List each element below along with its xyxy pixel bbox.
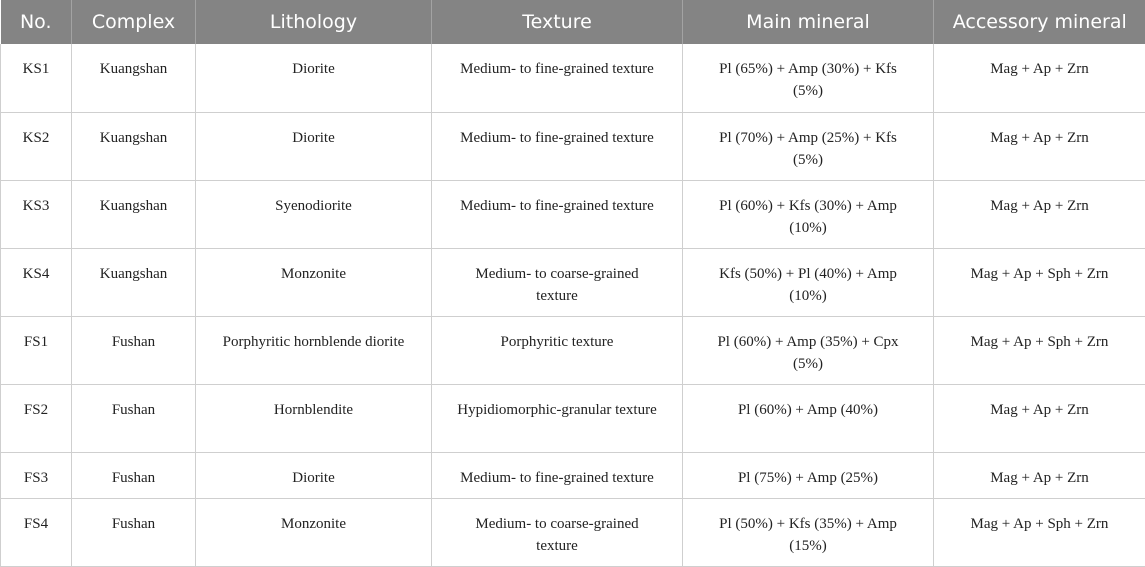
cell-accessory-mineral: Mag + Ap + Sph + Zrn — [934, 498, 1145, 566]
cell-lithology: Monzonite — [196, 498, 432, 566]
table-row — [1, 180, 1145, 248]
cell-lithology: Hornblendite — [196, 384, 432, 452]
header-lithology: Lithology — [196, 0, 432, 44]
header-row — [1, 0, 1145, 44]
cell-no: KS2 — [1, 112, 72, 180]
table-row — [1, 112, 1145, 180]
cell-no: FS2 — [1, 384, 72, 452]
cell-main-mineral: Pl (50%) + Kfs (35%) + Amp (15%) — [683, 498, 934, 566]
cell-complex: Fushan — [72, 384, 196, 452]
table-header — [1, 0, 1145, 44]
cell-no: KS1 — [1, 44, 72, 112]
cell-texture: Medium- to coarse-grained texture — [432, 498, 683, 566]
cell-main-mineral: Pl (70%) + Amp (25%) + Kfs (5%) — [683, 112, 934, 180]
cell-texture: Medium- to coarse-grained texture — [432, 248, 683, 316]
header-main-mineral: Main mineral — [683, 0, 934, 44]
cell-complex: Kuangshan — [72, 248, 196, 316]
cell-accessory-mineral: Mag + Ap + Sph + Zrn — [934, 316, 1145, 384]
cell-accessory-mineral: Mag + Ap + Zrn — [934, 112, 1145, 180]
cell-no: FS1 — [1, 316, 72, 384]
cell-main-mineral: Kfs (50%) + Pl (40%) + Amp (10%) — [683, 248, 934, 316]
cell-lithology: Diorite — [196, 44, 432, 112]
cell-lithology: Monzonite — [196, 248, 432, 316]
cell-main-mineral: Pl (60%) + Kfs (30%) + Amp (10%) — [683, 180, 934, 248]
cell-accessory-mineral: Mag + Ap + Zrn — [934, 44, 1145, 112]
table-body — [1, 44, 1145, 566]
cell-main-mineral: Pl (75%) + Amp (25%) — [683, 452, 934, 498]
table-row — [1, 248, 1145, 316]
cell-texture: Medium- to fine-grained texture — [432, 44, 683, 112]
cell-accessory-mineral: Mag + Ap + Zrn — [934, 384, 1145, 452]
cell-no: FS3 — [1, 452, 72, 498]
cell-lithology: Diorite — [196, 452, 432, 498]
cell-lithology: Syenodiorite — [196, 180, 432, 248]
cell-lithology: Porphyritic hornblende diorite — [196, 316, 432, 384]
cell-texture: Medium- to fine-grained texture — [432, 112, 683, 180]
table-row — [1, 316, 1145, 384]
cell-complex: Kuangshan — [72, 180, 196, 248]
cell-complex: Fushan — [72, 452, 196, 498]
table-row — [1, 498, 1145, 566]
cell-accessory-mineral: Mag + Ap + Zrn — [934, 452, 1145, 498]
cell-no: KS4 — [1, 248, 72, 316]
cell-accessory-mineral: Mag + Ap + Zrn — [934, 180, 1145, 248]
cell-texture: Medium- to fine-grained texture — [432, 180, 683, 248]
table-row — [1, 44, 1145, 112]
cell-no: KS3 — [1, 180, 72, 248]
cell-texture: Hypidiomorphic-granular texture — [432, 384, 683, 452]
cell-complex: Fushan — [72, 498, 196, 566]
cell-complex: Fushan — [72, 316, 196, 384]
cell-accessory-mineral: Mag + Ap + Sph + Zrn — [934, 248, 1145, 316]
cell-no: FS4 — [1, 498, 72, 566]
cell-complex: Kuangshan — [72, 112, 196, 180]
cell-main-mineral: Pl (60%) + Amp (40%) — [683, 384, 934, 452]
cell-main-mineral: Pl (65%) + Amp (30%) + Kfs (5%) — [683, 44, 934, 112]
header-no: No. — [1, 0, 72, 44]
cell-main-mineral: Pl (60%) + Amp (35%) + Cpx (5%) — [683, 316, 934, 384]
cell-lithology: Diorite — [196, 112, 432, 180]
cell-complex: Kuangshan — [72, 44, 196, 112]
cell-texture: Medium- to fine-grained texture — [432, 452, 683, 498]
table-row — [1, 452, 1145, 498]
header-accessory-mineral: Accessory mineral — [934, 0, 1145, 44]
header-texture: Texture — [432, 0, 683, 44]
table-row — [1, 384, 1145, 452]
header-complex: Complex — [72, 0, 196, 44]
cell-texture: Porphyritic texture — [432, 316, 683, 384]
